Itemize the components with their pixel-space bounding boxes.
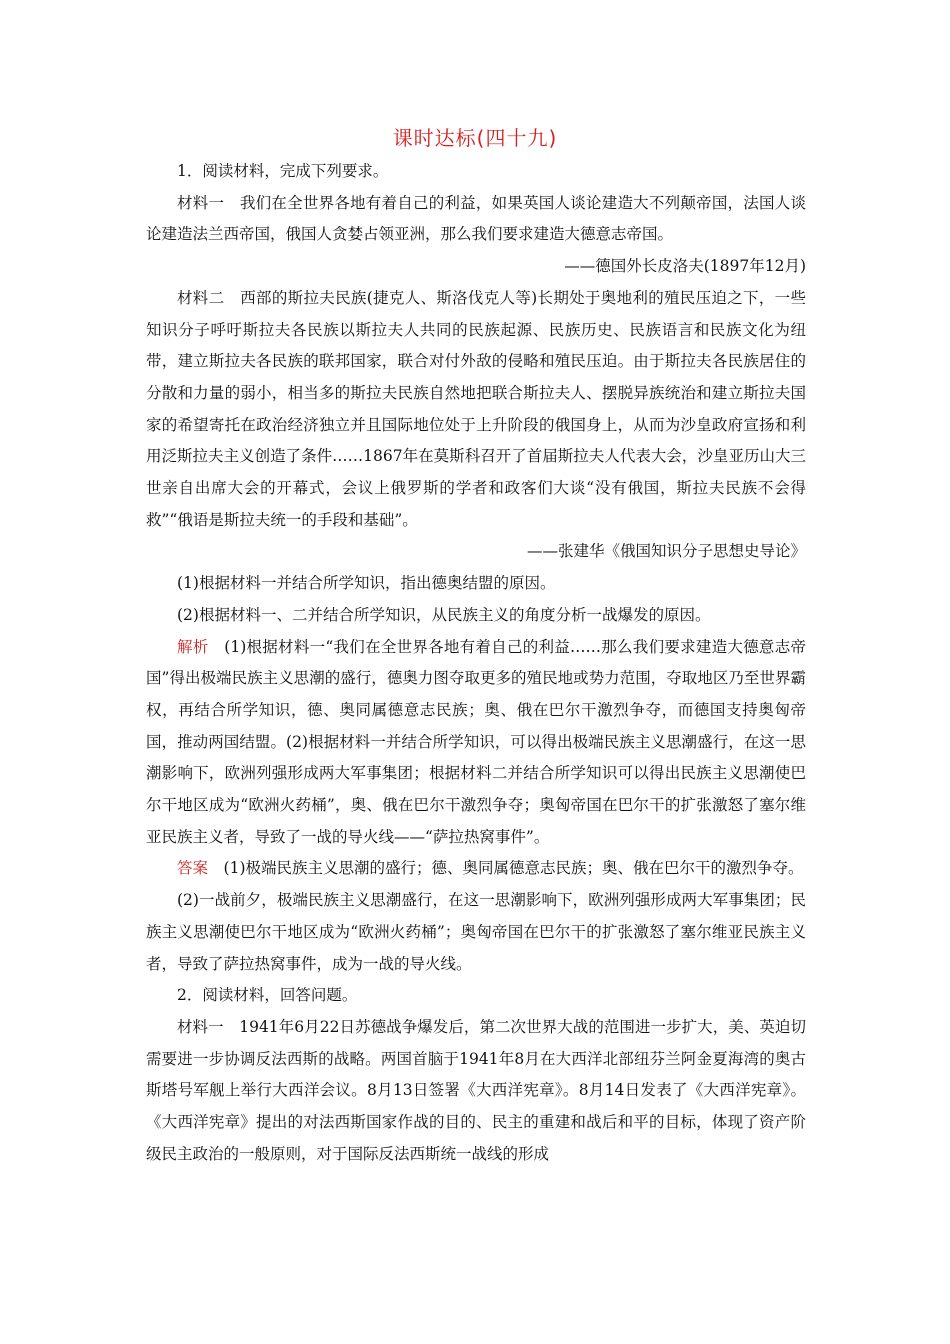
q1-material-2-label: 材料二 <box>177 288 225 307</box>
answer-part-1: (1)极端民族主义思潮的盛行；德、奥同属德意志民族；奥、俄在巴尔干的激烈争夺。 <box>223 859 804 878</box>
analysis-text: (1)根据材料一“我们在全世界各地有着自己的利益……那么我们要求建造大德意志帝国”得出极端民族主义思潮的盛行，德奥力图夺取更多的殖民地或势力范围，夺取地区乃至世界霸权，再结合所学知识，德、奥同属德意志民族；奥、俄在巴尔干激烈争夺，而德国支持奥匈帝国，推动两国结盟。(2)根据材料一并结合所学知识，可以得出极端民族主义思潮盛行，在这一思潮影响下，欧洲列强形成两大军事集团；根据材料二并结合所学知识可以得出民族主义思潮使巴尔干地区成为“欧洲火药桶”，奥、俄在巴尔干激烈争夺；奥匈帝国在巴尔干的扩张激怒了塞尔维亚民族主义者，导致了一战的导火线——“萨拉热窝事件”。 <box>146 637 806 846</box>
q1-answer <box>146 853 806 885</box>
q1-sub-question-1: (1)根据材料一并结合所学知识，指出德奥结盟的原因。 <box>177 574 556 593</box>
q1-material-1-label: 材料一 <box>177 193 225 212</box>
q2-material-1-text: 1941年6月22日苏德战争爆发后，第二次世界大战的范围进一步扩大，美、英迫切需要进一步协调反法西斯的战略。两国首脑于1941年8月在大西洋北部纽芬兰阿金夏海湾的奥古斯塔号军舰上举行大西洋会议。8月13日签署《大西洋宪章》。8月14日发表了《大西洋宪章》。《大西洋宪章》提出的对法西斯国家作战的目的、民主的重建和战后和平的目标，体现了资产阶级民主政治的一般原则，对于国际反法西斯统一战线的形成 <box>146 1017 806 1163</box>
q1-material-1 <box>146 188 806 251</box>
document-body <box>146 156 806 1171</box>
q1-sub-question-2: (2)根据材料一、二并结合所学知识，从民族主义的角度分析一战爆发的原因。 <box>177 605 711 624</box>
q1-material-1-text: 我们在全世界各地有着自己的利益，如果英国人谈论建造大不列颠帝国，法国人谈论建造法兰西帝国，俄国人贪婪占领亚洲，那么我们要求建造大德意志帝国。 <box>146 193 806 244</box>
page-title: 课时达标(四十九) <box>392 126 558 150</box>
q1-analysis <box>146 632 806 854</box>
question-1-prompt: 1．阅读材料，完成下列要求。 <box>177 162 389 180</box>
q1-material-2-text: 西部的斯拉夫民族(捷克人、斯洛伐克人等)长期处于奥地利的殖民压迫之下，一些知识分子呼吁斯拉夫各民族以斯拉夫人共同的民族起源、民族历史、民族语言和民族文化为纽带，建立斯拉夫各民族的联邦国家，联合对付外敌的侵略和殖民压迫。由于斯拉夫各民族居住的分散和力量的弱小，相当多的斯拉夫民族自然地把联合斯拉夫人、摆脱异族统治和建立斯拉夫国家的希望寄托在政治经济独立并且国际地位处于上升阶段的俄国身上，从而为沙皇政府宣扬和利用泛斯拉夫主义创造了条件……1867年在莫斯科召开了首届斯拉夫人代表大会，沙皇亚历山大三世亲自出席大会的开幕式，会议上俄罗斯的学者和政客们大谈“没有俄国，斯拉夫民族不会得救”“俄语是斯拉夫统一的手段和基础”。 <box>146 288 806 529</box>
q2-material-1-label: 材料一 <box>177 1017 224 1036</box>
analysis-label: 解析 <box>177 637 209 656</box>
question-2-prompt: 2．阅读材料，回答问题。 <box>177 986 358 1005</box>
answer-label: 答案 <box>177 859 209 878</box>
q1-material-2-source: ——张建华《俄国知识分子思想史导论》 <box>526 542 806 561</box>
q1-answer-part-2: (2)一战前夕，极端民族主义思潮盛行，在这一思潮影响下，欧洲列强形成两大军事集团；民族主义思潮使巴尔干地区成为“欧洲火药桶”；奥匈帝国在巴尔干的扩张激怒了塞尔维亚民族主义者，导致了萨拉热窝事件，成为一战的导火线。 <box>146 891 806 973</box>
q1-material-2 <box>146 283 806 537</box>
q1-material-1-source: ——德国外长皮洛夫(1897年12月) <box>564 257 806 276</box>
q2-material-1 <box>146 1012 806 1171</box>
